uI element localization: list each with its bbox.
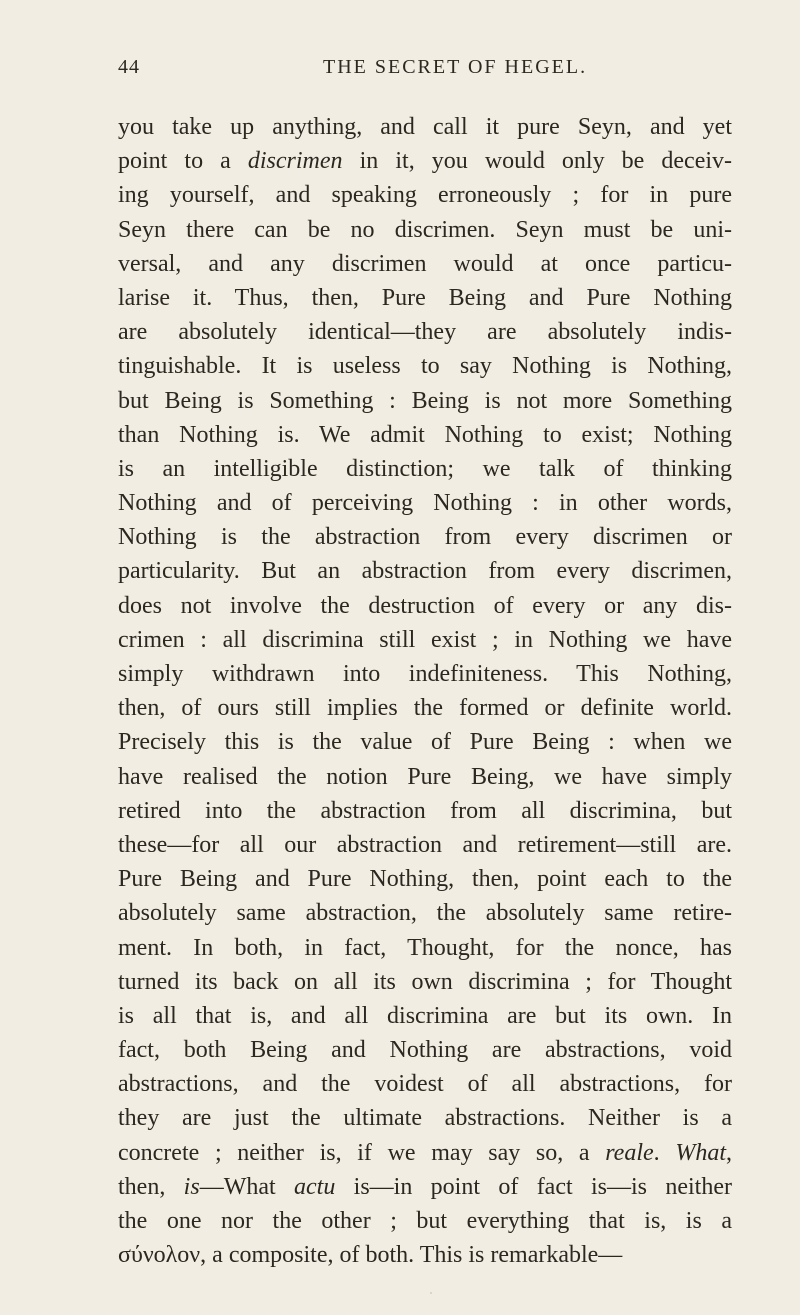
text-line bbox=[118, 247, 732, 281]
text-span: but Being is Something : Being is not more Something bbox=[118, 387, 732, 414]
text-span: then, of ours still implies the formed or definite world. bbox=[118, 695, 732, 722]
text-line bbox=[118, 1238, 732, 1272]
text-line bbox=[118, 486, 732, 520]
text-span: tinguishable. It is useless to say Nothing is Nothing, bbox=[118, 353, 732, 380]
text-span: ing yourself, and speaking erroneously ; for in pure bbox=[118, 182, 732, 209]
text-line bbox=[118, 178, 732, 212]
text-span: larise it. Thus, then, Pure Being and Pure Nothing bbox=[118, 284, 732, 311]
body-text bbox=[118, 110, 732, 1272]
text-span: then, bbox=[118, 1173, 184, 1200]
text-line bbox=[118, 1033, 732, 1067]
text-line bbox=[118, 725, 732, 759]
text-line bbox=[118, 554, 732, 588]
text-line bbox=[118, 520, 732, 554]
text-span: is all that is, and all discrimina are but its own. In bbox=[118, 1002, 732, 1029]
text-span: Nothing and of perceiving Nothing : in other words, bbox=[118, 490, 732, 517]
text-line bbox=[118, 931, 732, 965]
text-line bbox=[118, 452, 732, 486]
page-header bbox=[118, 56, 730, 86]
text-line bbox=[118, 213, 732, 247]
text-line bbox=[118, 589, 732, 623]
text-span: these—for all our abstraction and retirement—still are. bbox=[118, 831, 732, 858]
text-line bbox=[118, 794, 732, 828]
text-span: Precisely this is the value of Pure Being : when we bbox=[118, 729, 732, 756]
text-span: the one nor the other ; but everything that is, is a bbox=[118, 1208, 732, 1234]
text-span: particularity. But an abstraction from every discrimen, bbox=[118, 558, 732, 585]
greek-word: σύνολον bbox=[118, 1242, 201, 1269]
text-span: does not involve the destruction of every or any dis- bbox=[118, 592, 732, 619]
text-span: is an intelligible distinction; we talk of thinking bbox=[118, 455, 732, 482]
text-span: simply withdrawn into indefiniteness. This Nothing, bbox=[118, 661, 732, 687]
text-span: you take up anything, and call it pure Seyn, and yet bbox=[118, 114, 732, 140]
text-line bbox=[118, 691, 732, 725]
text-span: Pure Being and Pure Nothing, then, point each to the bbox=[118, 866, 732, 893]
text-span: crimen : all discrimina still exist ; in Nothing we have bbox=[118, 626, 732, 653]
text-span: point to a bbox=[118, 148, 248, 175]
text-line bbox=[118, 110, 732, 144]
text-line bbox=[118, 657, 732, 691]
text-line bbox=[118, 862, 732, 896]
text-line bbox=[118, 418, 732, 452]
text-line bbox=[118, 281, 732, 315]
text-span: in it, you would only be deceiv- bbox=[342, 148, 732, 175]
italic-term: reale bbox=[605, 1139, 654, 1166]
text-line bbox=[118, 384, 732, 418]
text-span: is—in point of fact is—is neither bbox=[335, 1173, 732, 1200]
text-line bbox=[118, 315, 732, 349]
text-span: are absolutely identical—they are absolutely indis- bbox=[118, 319, 732, 346]
text-span: , a composite, of both. This is remarkable— bbox=[200, 1242, 623, 1269]
text-span: concrete ; neither is, if we may say so, a bbox=[118, 1139, 606, 1166]
running-title: THE SECRET OF HEGEL. bbox=[323, 56, 588, 78]
text-span: they are just the ultimate abstractions. Neither is a bbox=[118, 1105, 732, 1132]
text-span: Seyn there can be no discrimen. Seyn must be uni- bbox=[118, 216, 732, 243]
text-line bbox=[118, 1067, 732, 1101]
text-line bbox=[118, 760, 732, 794]
text-line bbox=[118, 965, 732, 999]
text-line bbox=[118, 623, 732, 657]
text-span: , bbox=[726, 1139, 732, 1166]
text-span: ment. In both, in fact, Thought, for the nonce, has bbox=[118, 934, 732, 961]
page-number: 44 bbox=[118, 56, 140, 78]
text-line bbox=[118, 1136, 732, 1170]
text-line bbox=[118, 999, 732, 1033]
text-line bbox=[118, 896, 732, 930]
text-span: Nothing is the abstraction from every discrimen or bbox=[118, 524, 732, 551]
text-span: than Nothing is. We admit Nothing to exist; Nothing bbox=[118, 421, 732, 448]
text-span: turned its back on all its own discrimina ; for Thought bbox=[118, 968, 732, 995]
text-span: fact, both Being and Nothing are abstractions, void bbox=[118, 1037, 732, 1064]
text-line bbox=[118, 349, 732, 383]
text-line bbox=[118, 1204, 732, 1238]
text-line bbox=[118, 828, 732, 862]
text-line bbox=[118, 1101, 732, 1135]
paper-speck bbox=[430, 1292, 432, 1294]
text-span: retired into the abstraction from all discrimina, but bbox=[118, 797, 732, 824]
text-span: versal, and any discrimen would at once particu- bbox=[118, 250, 732, 277]
text-span: have realised the notion Pure Being, we have simply bbox=[118, 763, 732, 790]
text-span: —What bbox=[199, 1173, 294, 1200]
text-span: absolutely same abstraction, the absolutely same retire- bbox=[118, 900, 732, 927]
italic-term: actu bbox=[294, 1173, 336, 1200]
text-line bbox=[118, 1170, 732, 1204]
italic-term: is bbox=[183, 1173, 200, 1200]
italic-term: What bbox=[675, 1139, 726, 1166]
text-span: . bbox=[653, 1139, 676, 1166]
italic-term: discrimen bbox=[247, 148, 343, 175]
text-line bbox=[118, 144, 732, 178]
text-span: abstractions, and the voidest of all abstractions, for bbox=[118, 1071, 732, 1098]
